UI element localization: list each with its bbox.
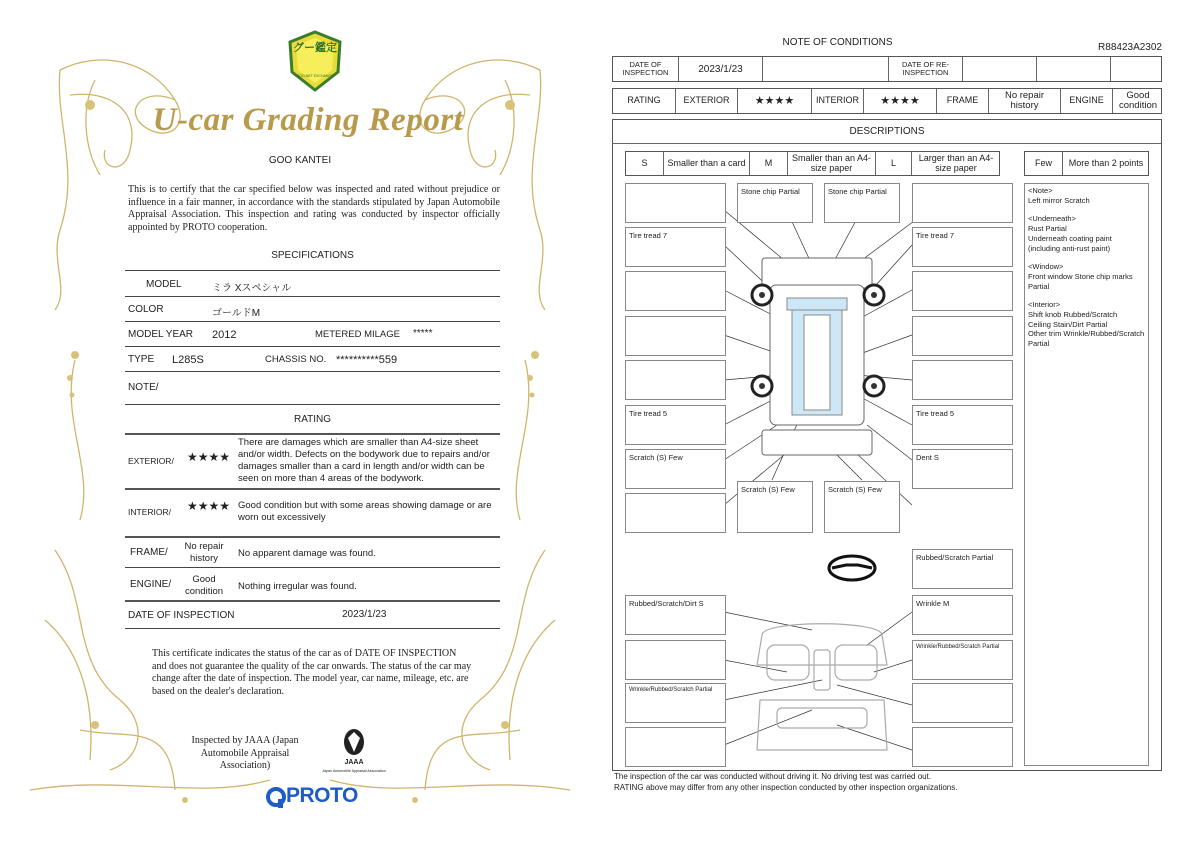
interior-box-right-2: Wrinkle/Rubbed/Scratch Partial xyxy=(912,640,1013,680)
legend-s-text: Smaller than a card xyxy=(664,152,750,175)
interior-stars: ★★★★ xyxy=(187,499,231,513)
exterior-box-left-2: Tire tread 7 xyxy=(625,227,726,267)
type-value: L285S xyxy=(172,354,204,366)
rating-row xyxy=(612,88,1162,114)
interior-box-left-3: Wrinkle/Rubbed/Scratch Partial xyxy=(625,683,726,723)
exterior-box-right-2: Tire tread 7 xyxy=(912,227,1013,267)
notes-panel xyxy=(1024,183,1149,766)
exterior-box-left-8 xyxy=(625,493,726,533)
legend-few: Few xyxy=(1025,152,1063,175)
exterior-description: There are damages which are smaller than A4-size sheet and/or width. Defects on the bodywork due to repairs and/or damages smaller than a card in length and/or width can be seen on more than 4 areas of the bodywork. xyxy=(238,437,490,484)
exterior-box-right-5 xyxy=(912,360,1013,400)
badge-text: グー鑑定 xyxy=(293,42,337,54)
frame-value: No repair history xyxy=(184,541,224,564)
note-label: NOTE/ xyxy=(128,382,159,393)
badge-small-text: GOO-NET EXCHANGE xyxy=(296,74,334,78)
legend-m-text: Smaller than an A4-size paper xyxy=(788,152,876,175)
interior-box-steering: Rubbed/Scratch Partial xyxy=(912,549,1013,589)
exterior-label: EXTERIOR xyxy=(676,89,738,113)
interior-box-right-3 xyxy=(912,683,1013,723)
mileage-value: ***** xyxy=(413,328,433,339)
goo-kantei-badge xyxy=(288,30,342,92)
exterior-box-right-1 xyxy=(912,183,1013,223)
jaaa-logo-text: JAAA xyxy=(344,759,364,766)
legend-m: M xyxy=(750,152,788,175)
notes-line: <Window> xyxy=(1028,262,1064,272)
date-row xyxy=(612,56,1162,82)
notes-line: <Note> xyxy=(1028,186,1053,195)
frame-description: No apparent damage was found. xyxy=(238,548,376,559)
engine-description: Nothing irregular was found. xyxy=(238,581,357,592)
exterior-box-bottom-center-right: Scratch (S) Few xyxy=(824,481,900,533)
jaaa-logo-subtext: Japan Automobile Appraisal Association xyxy=(322,769,386,773)
date-value: 2023/1/23 xyxy=(679,57,763,81)
descriptions-label: DESCRIPTIONS xyxy=(849,126,925,137)
interior-label: INTERIOR/ xyxy=(128,507,171,517)
chassis-value: **********559 xyxy=(336,354,398,366)
interior-description: Good condition but with some areas showing damage or are worn out excessively xyxy=(238,500,492,523)
interior-box-left-1: Rubbed/Scratch/Dirt S xyxy=(625,595,726,635)
few-legend xyxy=(1024,151,1149,176)
interior-stars: ★★★★ xyxy=(864,89,937,113)
exterior-box-top-center-right: Stone chip Partial xyxy=(824,183,900,223)
notes-line: Left mirror Scratch xyxy=(1028,195,1090,205)
legend-l-text: Larger than an A4-size paper xyxy=(918,152,994,173)
proto-logo xyxy=(266,784,370,812)
engine-value: Good condition xyxy=(1118,89,1158,111)
size-legend xyxy=(625,151,1000,176)
reference-number: R88423A2302 xyxy=(1098,42,1162,53)
engine-label: ENGINE/ xyxy=(130,579,172,590)
interior-box-left-2 xyxy=(625,640,726,680)
model-label: MODEL xyxy=(146,279,182,290)
exterior-stars: ★★★★ xyxy=(187,450,231,464)
notes-line: Underneath coating paint (including anti-rust paint) xyxy=(1028,233,1112,253)
color-label: COLOR xyxy=(128,304,164,315)
inspection-date-value: 2023/1/23 xyxy=(342,609,387,620)
conditions-title: NOTE OF CONDITIONS xyxy=(782,37,893,48)
footer-note-1: The inspection of the car was conducted without driving it. No driving test was carried out. xyxy=(614,772,932,781)
interior-box-right-4 xyxy=(912,727,1013,767)
notes-line: <Interior> xyxy=(1028,300,1061,310)
steering-wheel-icon xyxy=(826,553,878,583)
model-year-label: MODEL YEAR xyxy=(128,329,194,340)
exterior-box-left-5 xyxy=(625,360,726,400)
chassis-label: CHASSIS NO. xyxy=(265,354,327,365)
notes-line: Ceiling Stain/Dirt Partial xyxy=(1028,319,1108,329)
inspection-date-label: DATE OF INSPECTION xyxy=(128,610,235,621)
type-label: TYPE xyxy=(128,354,155,365)
rating-heading: RATING xyxy=(293,414,332,425)
date-label: DATE OF INSPECTION xyxy=(613,57,679,81)
exterior-box-right-3 xyxy=(912,271,1013,311)
exterior-box-top-center-left: Stone chip Partial xyxy=(737,183,813,223)
engine-value: Good condition xyxy=(184,574,224,597)
reinspection-label: DATE OF RE-INSPECTION xyxy=(889,57,963,81)
notes-line: Rust Partial xyxy=(1028,224,1067,234)
inspected-by: Inspected by JAAA (Japan Automobile Appraisal Association) xyxy=(191,735,299,771)
jaaa-logo xyxy=(318,728,390,780)
interior-box-right-1: Wrinkle M xyxy=(912,595,1013,635)
legend-s: S xyxy=(626,152,664,175)
frame-label: FRAME xyxy=(937,89,989,113)
exterior-box-bottom-center-left: Scratch (S) Few xyxy=(737,481,813,533)
exterior-box-right-6: Tire tread 5 xyxy=(912,405,1013,445)
legend-l: L xyxy=(876,152,912,175)
exterior-box-left-1 xyxy=(625,183,726,223)
engine-label: ENGINE xyxy=(1061,89,1113,113)
frame-label: FRAME/ xyxy=(130,547,168,558)
exterior-box-left-4 xyxy=(625,316,726,356)
proto-logo-text: PROTO xyxy=(286,784,358,807)
report-title: U-car Grading Report xyxy=(152,102,464,138)
model-year-value: 2012 xyxy=(212,329,237,341)
exterior-box-right-4 xyxy=(912,316,1013,356)
legend-few-text: More than 2 points xyxy=(1068,157,1144,168)
notes-line: Other trim Wrinkle/Rubbed/Scratch Partial xyxy=(1028,329,1145,349)
spec-heading: SPECIFICATIONS xyxy=(271,250,354,261)
frame-value: No repair history xyxy=(989,89,1061,113)
notes-line: <Underneath> xyxy=(1028,214,1076,224)
exterior-box-right-7: Dent S xyxy=(912,449,1013,489)
exterior-stars: ★★★★ xyxy=(738,89,812,113)
note-of-conditions xyxy=(600,0,1200,848)
intro-paragraph: This is to certify that the car specified below was inspected and rated without prejudice or influence in a fair manner, in accordance with the standards stipulated by Japan Automobile Appraisal Association. This inspection and rating was conducted by inspector officially appointed by PROTO cooperation. xyxy=(128,184,500,233)
exterior-box-left-7: Scratch (S) Few xyxy=(625,449,726,489)
exterior-label: EXTERIOR/ xyxy=(128,456,174,466)
exterior-box-left-3 xyxy=(625,271,726,311)
interior-label: INTERIOR xyxy=(812,89,864,113)
report-subtitle: GOO KANTEI xyxy=(268,155,332,166)
model-value: ミラ Xスペシャル xyxy=(212,283,292,294)
notes-line: Front window Stone chip marks Partial xyxy=(1028,271,1133,291)
notes-line: Shift knob Rubbed/Scratch xyxy=(1028,310,1118,320)
mileage-label: METERED MILAGE xyxy=(315,329,400,340)
color-value: ゴールドM xyxy=(212,308,261,319)
exterior-box-left-6: Tire tread 5 xyxy=(625,405,726,445)
rating-label: RATING xyxy=(613,89,676,113)
footer-note-2: RATING above may differ from any other inspection conducted by other inspection organizations. xyxy=(614,783,958,792)
interior-box-left-4 xyxy=(625,727,726,767)
certificate-footer: This certificate indicates the status of the car as of DATE OF INSPECTION and does not guarantee the quality of the car onwards. The status of the car may change after the date of inspection. The model year, car name, mileage, etc. are based on the dealer's declaration. xyxy=(152,648,472,697)
